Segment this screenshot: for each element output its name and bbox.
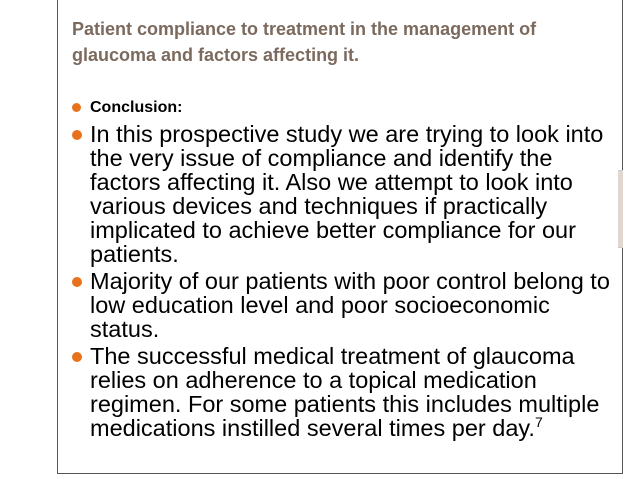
bullet-item-treatment — [72, 344, 612, 440]
slide-title: Patient compliance to treatment in the management of glaucoma and factors affecting it. — [72, 19, 537, 65]
bullet-text: In this prospective study we are trying to look into the very issue of compliance and identify the factors affecting it. Also we attempt to look into various devices and techniques if practically implicated to achieve better compliance for our patients. — [90, 121, 604, 267]
bullet-dot-icon — [72, 352, 82, 362]
bullet-dot-icon — [72, 103, 81, 112]
slide-frame-tab — [618, 170, 623, 248]
bullet-item-study — [72, 122, 612, 266]
bullet-item-majority — [72, 269, 612, 341]
bullet-item-conclusion — [72, 98, 612, 118]
bullet-text: The successful medical treatment of glaucoma relies on adherence to a topical medication regimen. For some patients this includes multiple medications instilled several times per day. — [90, 343, 600, 441]
citation-marker: 7 — [534, 414, 543, 430]
bullet-text: Conclusion: — [90, 99, 183, 116]
bullet-dot-icon — [72, 277, 82, 287]
bullet-text: Majority of our patients with poor control belong to low education level and poor socioeconomic status. — [90, 268, 610, 342]
bullet-list — [72, 98, 612, 443]
bullet-dot-icon — [72, 130, 82, 140]
